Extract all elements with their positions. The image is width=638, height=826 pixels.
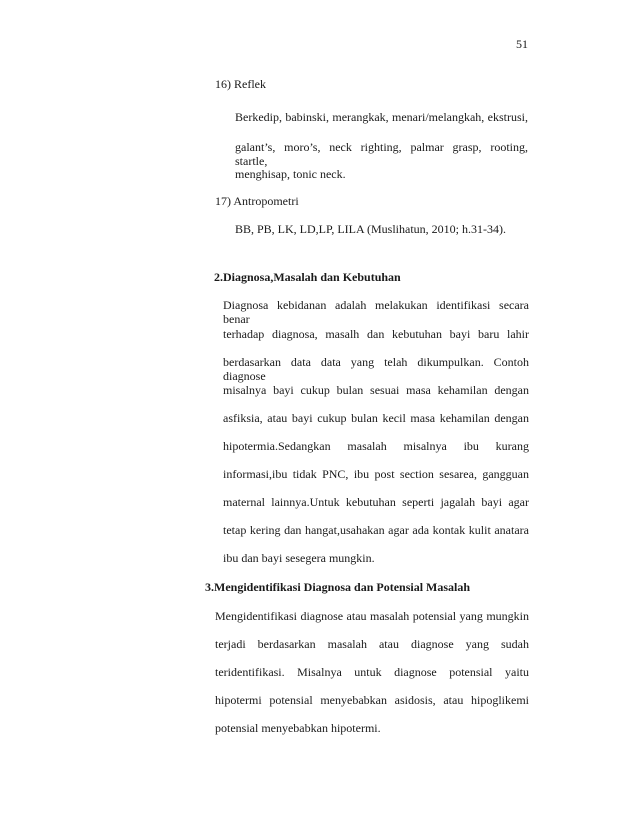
section-3-line-1: Mengidentifikasi diagnose atau masalah potensial yang mungkin (215, 609, 529, 623)
section-2-line-8: maternal lainnya.Untuk kebutuhan seperti jagalah bayi agar (223, 495, 529, 509)
item-17-heading: 17) Antropometri (215, 194, 299, 208)
section-2-line-7: informasi,ibu tidak PNC, ibu post section sesarea, gangguan (223, 467, 529, 481)
section-2-line-1: Diagnosa kebidanan adalah melakukan identifikasi secara benar (223, 298, 529, 326)
section-2-line-5: asfiksia, atau bayi cukup bulan kecil masa kehamilan dengan (223, 411, 529, 425)
page-number: 51 (516, 37, 528, 51)
item-17-line: BB, PB, LK, LD,LP, LILA (Muslihatun, 2010; h.31-34). (235, 222, 507, 236)
item-16-heading: 16) Reflek (215, 77, 266, 91)
section-3-heading: 3.Mengidentifikasi Diagnosa dan Potensial Masalah (205, 580, 471, 594)
section-3-line-5: potensial menyebabkan hipotermi. (215, 721, 381, 735)
section-2-line-3: berdasarkan data data yang telah dikumpulkan. Contoh diagnose (223, 355, 529, 383)
section-2-line-4: misalnya bayi cukup bulan sesuai masa kehamilan dengan (223, 383, 529, 397)
section-2-line-6: hipotermia.Sedangkan masalah misalnya ibu kurang (223, 439, 529, 453)
section-3-line-2: terjadi berdasarkan masalah atau diagnose yang sudah (215, 637, 529, 651)
section-3-line-3: teridentifikasi. Misalnya untuk diagnose potensial yaitu (215, 665, 529, 679)
item-16-line-1: Berkedip, babinski, merangkak, menari/melangkah, ekstrusi, (235, 110, 528, 124)
section-2-line-2: terhadap diagnosa, masalh dan kebutuhan bayi baru lahir (223, 327, 529, 341)
section-2-heading: 2.Diagnosa,Masalah dan Kebutuhan (214, 270, 401, 284)
section-2-line-9: tetap kering dan hangat,usahakan agar ada kontak kulit anatara (223, 523, 529, 537)
item-16-line-3: menghisap, tonic neck. (235, 167, 346, 181)
section-3-line-4: hipotermi potensial menyebabkan asidosis, atau hipoglikemi (215, 693, 529, 707)
section-2-line-10: ibu dan bayi sesegera mungkin. (223, 551, 375, 565)
item-16-line-2: galant’s, moro’s, neck righting, palmar grasp, rooting, startle, (235, 140, 528, 168)
